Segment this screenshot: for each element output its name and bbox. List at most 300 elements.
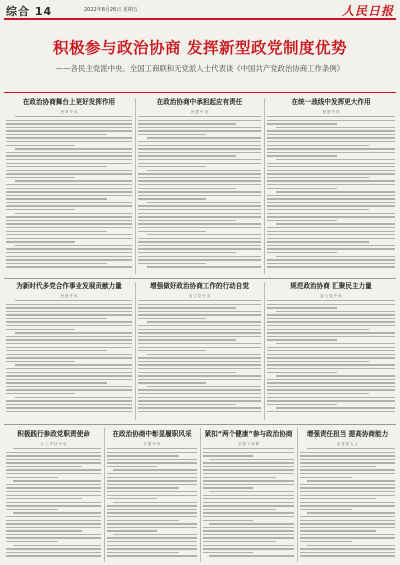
text-line — [107, 466, 157, 467]
text-line — [107, 462, 197, 463]
text-line — [6, 350, 107, 351]
text-line — [276, 191, 395, 192]
text-line — [300, 527, 395, 528]
text-line — [138, 241, 261, 242]
text-line — [300, 462, 395, 463]
text-line — [138, 332, 261, 333]
text-line — [138, 227, 261, 228]
text-line — [6, 361, 75, 362]
text-line — [6, 307, 132, 308]
text-line — [267, 137, 395, 138]
text-line — [6, 411, 132, 412]
text-line — [15, 180, 132, 181]
text-line — [138, 116, 261, 117]
text-line — [6, 495, 101, 496]
divider — [4, 424, 396, 425]
text-line — [203, 502, 294, 503]
article-title: 规范政治协商 汇聚民主力量 — [290, 282, 372, 290]
text-line — [6, 184, 132, 185]
text-line — [6, 523, 101, 524]
text-line — [6, 166, 107, 167]
text-line — [300, 548, 395, 549]
text-line — [6, 469, 101, 470]
article-author: 台 盟 中 央 — [143, 442, 161, 446]
text-line — [276, 127, 395, 128]
article-body — [267, 300, 395, 418]
text-line — [6, 509, 58, 510]
text-line — [138, 256, 261, 257]
article-body — [300, 448, 395, 560]
text-line — [6, 336, 132, 337]
text-line — [138, 263, 206, 264]
masthead — [4, 2, 396, 18]
text-line — [107, 545, 197, 546]
text-line — [6, 498, 82, 499]
text-line — [300, 502, 395, 503]
text-line — [267, 252, 337, 253]
text-line — [300, 541, 352, 542]
text-line — [147, 202, 261, 203]
text-line — [267, 245, 395, 246]
text-line — [6, 347, 132, 348]
text-line — [147, 137, 261, 138]
text-line — [138, 177, 261, 178]
newspaper-logo: 人民日报 — [341, 4, 394, 18]
text-line — [267, 213, 395, 214]
text-line — [147, 354, 261, 355]
text-line — [267, 411, 395, 412]
text-line — [6, 393, 75, 394]
text-line — [6, 191, 132, 192]
text-line — [6, 173, 132, 174]
text-line — [267, 318, 395, 319]
text-line — [300, 473, 395, 474]
text-line — [6, 466, 82, 467]
text-line — [267, 134, 395, 135]
text-line — [138, 205, 261, 206]
text-line — [15, 364, 132, 365]
text-line — [15, 148, 132, 149]
article-title: 在政治协商舞台上更好发挥作用 — [22, 98, 116, 106]
text-line — [107, 491, 197, 492]
text-line — [138, 130, 261, 131]
text-line — [276, 256, 395, 257]
text-line — [203, 552, 253, 553]
article — [203, 430, 294, 560]
text-line — [6, 343, 132, 344]
text-line — [138, 184, 261, 185]
text-line — [138, 393, 261, 394]
text-line — [6, 177, 75, 178]
text-line — [267, 184, 395, 185]
text-line — [276, 223, 395, 224]
text-line — [6, 234, 132, 235]
text-line — [15, 300, 132, 301]
text-line — [107, 523, 197, 524]
text-line — [107, 455, 179, 456]
text-line — [300, 530, 376, 531]
text-line — [6, 552, 101, 553]
text-line — [138, 347, 261, 348]
article — [6, 282, 132, 418]
article — [300, 430, 395, 560]
text-line — [267, 155, 337, 156]
article-title: 积极践行参政党职责使命 — [17, 430, 90, 438]
article-author: 农 工 党 中 央 — [188, 294, 211, 298]
text-line — [138, 304, 261, 305]
text-line — [267, 188, 337, 189]
text-line — [138, 397, 261, 398]
text-line — [267, 300, 395, 301]
text-line — [267, 259, 395, 260]
text-line — [138, 173, 261, 174]
text-line — [203, 473, 294, 474]
text-line — [203, 498, 294, 499]
column-divider — [104, 428, 105, 562]
text-line — [300, 469, 395, 470]
text-line — [267, 209, 369, 210]
text-line — [267, 325, 395, 326]
text-line — [203, 452, 294, 453]
article-author: 致 公 党 中 央 — [320, 294, 342, 298]
text-line — [107, 555, 197, 556]
text-line — [6, 152, 132, 153]
text-line — [209, 555, 294, 556]
text-line — [267, 361, 369, 362]
text-line — [147, 170, 261, 171]
text-line — [6, 537, 101, 538]
text-line — [267, 386, 395, 387]
text-line — [138, 307, 236, 308]
text-line — [267, 177, 369, 178]
text-line — [276, 407, 395, 408]
article-body — [6, 116, 132, 271]
text-line — [6, 455, 101, 456]
text-line — [138, 382, 206, 383]
text-line — [6, 252, 132, 253]
text-line — [6, 311, 132, 312]
text-line — [209, 491, 294, 492]
text-line — [203, 469, 294, 470]
text-line — [6, 223, 132, 224]
column-divider — [135, 98, 136, 274]
article-body — [203, 448, 294, 560]
text-line — [203, 512, 294, 513]
text-line — [267, 195, 395, 196]
text-line — [138, 343, 261, 344]
text-line — [138, 141, 261, 142]
text-line — [6, 541, 58, 542]
article — [138, 282, 261, 418]
text-line — [6, 368, 132, 369]
article-body — [138, 116, 261, 271]
text-line — [6, 120, 132, 121]
text-line — [138, 134, 206, 135]
text-line — [107, 498, 157, 499]
text-line — [138, 163, 261, 164]
text-line — [267, 148, 395, 149]
text-line — [138, 364, 261, 365]
text-line — [138, 159, 261, 160]
text-line — [267, 354, 395, 355]
text-line — [138, 180, 261, 181]
text-line — [203, 477, 276, 478]
text-line — [6, 216, 132, 217]
article-title: 为新时代多党合作事业发展贡献力量 — [16, 282, 122, 290]
text-line — [138, 166, 206, 167]
text-line — [107, 541, 197, 542]
article — [6, 98, 132, 271]
column-divider — [200, 428, 201, 562]
text-line — [138, 311, 261, 312]
text-line — [300, 484, 395, 485]
text-line — [267, 231, 395, 232]
text-line — [267, 404, 337, 405]
text-line — [107, 477, 197, 478]
text-line — [209, 459, 294, 460]
text-line — [6, 198, 107, 199]
text-line — [267, 400, 395, 401]
text-line — [300, 534, 395, 535]
text-line — [107, 448, 197, 449]
text-line — [107, 459, 197, 460]
text-line — [267, 329, 369, 330]
divider — [4, 278, 396, 279]
text-line — [300, 452, 395, 453]
column-divider — [264, 282, 265, 420]
text-line — [15, 116, 132, 117]
text-line — [138, 375, 261, 376]
text-line — [267, 307, 337, 308]
text-line — [13, 480, 101, 481]
text-line — [6, 163, 132, 164]
text-line — [15, 332, 132, 333]
text-line — [6, 491, 101, 492]
text-line — [6, 202, 132, 203]
text-line — [307, 448, 395, 449]
article-author: 民 革 中 央 — [60, 110, 78, 114]
text-line — [300, 466, 376, 467]
text-line — [267, 227, 395, 228]
text-line — [107, 509, 197, 510]
text-line — [267, 266, 395, 267]
text-line — [203, 534, 294, 535]
text-line — [300, 509, 352, 510]
text-line — [267, 304, 395, 305]
text-line — [203, 505, 294, 506]
text-line — [267, 364, 395, 365]
text-line — [107, 537, 197, 538]
text-line — [300, 491, 395, 492]
text-line — [138, 314, 261, 315]
text-line — [138, 209, 261, 210]
text-line — [138, 379, 261, 380]
text-line — [203, 548, 294, 549]
text-line — [6, 452, 101, 453]
text-line — [203, 484, 294, 485]
text-line — [6, 188, 132, 189]
text-line — [267, 347, 395, 348]
text-line — [6, 318, 107, 319]
text-line — [138, 407, 261, 408]
page-headline: 积极参与政治协商 发挥新型政党制度优势 — [53, 39, 347, 57]
text-line — [6, 127, 132, 128]
text-line — [276, 311, 395, 312]
article-title: 增强做好政治协商工作的行动自觉 — [150, 282, 249, 290]
text-line — [203, 520, 253, 521]
text-line — [300, 495, 395, 496]
text-line — [107, 505, 197, 506]
text-line — [15, 213, 132, 214]
text-line — [203, 466, 294, 467]
text-line — [147, 234, 261, 235]
article-author: 无 党 派 人 士 — [336, 442, 359, 446]
text-line — [138, 252, 236, 253]
text-line — [300, 537, 395, 538]
text-line — [203, 537, 294, 538]
text-line — [6, 534, 101, 535]
text-line — [138, 404, 236, 405]
text-line — [6, 555, 101, 556]
text-line — [107, 527, 197, 528]
text-line — [138, 336, 261, 337]
column-divider — [297, 428, 298, 562]
text-line — [107, 530, 157, 531]
text-line — [138, 372, 236, 373]
text-line — [267, 234, 395, 235]
article — [267, 282, 395, 418]
text-line — [267, 116, 395, 117]
text-line — [6, 304, 132, 305]
article-title: 紧扣“两个健康”参与政治协商 — [204, 430, 293, 438]
text-line — [138, 191, 261, 192]
text-line — [6, 325, 132, 326]
text-line — [6, 266, 132, 267]
text-line — [267, 248, 395, 249]
text-line — [267, 123, 337, 124]
text-line — [267, 180, 395, 181]
text-line — [267, 202, 395, 203]
text-line — [267, 145, 369, 146]
text-line — [267, 166, 395, 167]
text-line — [138, 188, 236, 189]
text-line — [138, 248, 261, 249]
text-line — [138, 231, 206, 232]
article-body — [107, 448, 197, 560]
text-line — [138, 411, 261, 412]
text-line — [6, 170, 132, 171]
text-line — [6, 473, 101, 474]
article-body — [6, 448, 101, 560]
text-line — [203, 516, 294, 517]
text-line — [6, 248, 132, 249]
text-line — [267, 382, 395, 383]
text-line — [267, 339, 337, 340]
text-line — [107, 512, 197, 513]
text-line — [300, 523, 395, 524]
text-line — [138, 238, 261, 239]
article-title: 增强责任担当 提高协商能力 — [306, 430, 389, 438]
text-line — [138, 123, 236, 124]
text-line — [138, 318, 206, 319]
text-line — [6, 400, 132, 401]
text-line — [203, 545, 294, 546]
text-line — [13, 448, 101, 449]
text-line — [6, 238, 132, 239]
column-divider — [135, 282, 136, 420]
article-body — [6, 300, 132, 418]
article-author: 民 盟 中 央 — [191, 110, 208, 114]
article — [6, 430, 101, 560]
text-line — [138, 357, 261, 358]
text-line — [6, 389, 132, 390]
text-line — [203, 480, 294, 481]
text-line — [6, 123, 132, 124]
text-line — [6, 505, 101, 506]
section-label: 综合 14 — [6, 5, 53, 18]
text-line — [13, 545, 101, 546]
text-line — [267, 241, 369, 242]
text-line — [6, 329, 75, 330]
text-line — [113, 502, 197, 503]
text-line — [107, 552, 179, 553]
text-line — [13, 512, 101, 513]
text-line — [300, 552, 395, 553]
text-line — [138, 220, 236, 221]
text-line — [203, 455, 253, 456]
article-title: 在统一战线中发挥更大作用 — [291, 98, 371, 106]
text-line — [267, 120, 395, 121]
text-line — [138, 368, 261, 369]
text-line — [300, 498, 376, 499]
text-line — [276, 375, 395, 376]
text-line — [138, 216, 261, 217]
text-line — [276, 159, 395, 160]
article — [107, 430, 197, 560]
text-line — [6, 527, 101, 528]
text-line — [300, 455, 395, 456]
text-line — [6, 195, 132, 196]
text-line — [6, 477, 58, 478]
text-line — [6, 386, 132, 387]
article — [267, 98, 395, 271]
text-line — [138, 329, 261, 330]
text-line — [267, 389, 395, 390]
text-line — [267, 336, 395, 337]
text-line — [6, 209, 75, 210]
text-line — [267, 141, 395, 142]
text-line — [267, 198, 395, 199]
text-line — [300, 555, 395, 556]
text-line — [267, 170, 395, 171]
article-author: 全 国 工 商 联 — [237, 442, 260, 446]
text-line — [6, 372, 132, 373]
text-line — [107, 548, 197, 549]
text-line — [113, 534, 197, 535]
text-line — [6, 241, 75, 242]
text-line — [267, 379, 395, 380]
text-line — [6, 516, 101, 517]
text-line — [6, 520, 101, 521]
column-divider — [264, 98, 265, 274]
article — [138, 98, 261, 271]
text-line — [203, 509, 276, 510]
text-line — [107, 520, 179, 521]
text-line — [6, 137, 132, 138]
divider — [4, 92, 396, 93]
text-line — [6, 339, 132, 340]
text-line — [6, 502, 101, 503]
